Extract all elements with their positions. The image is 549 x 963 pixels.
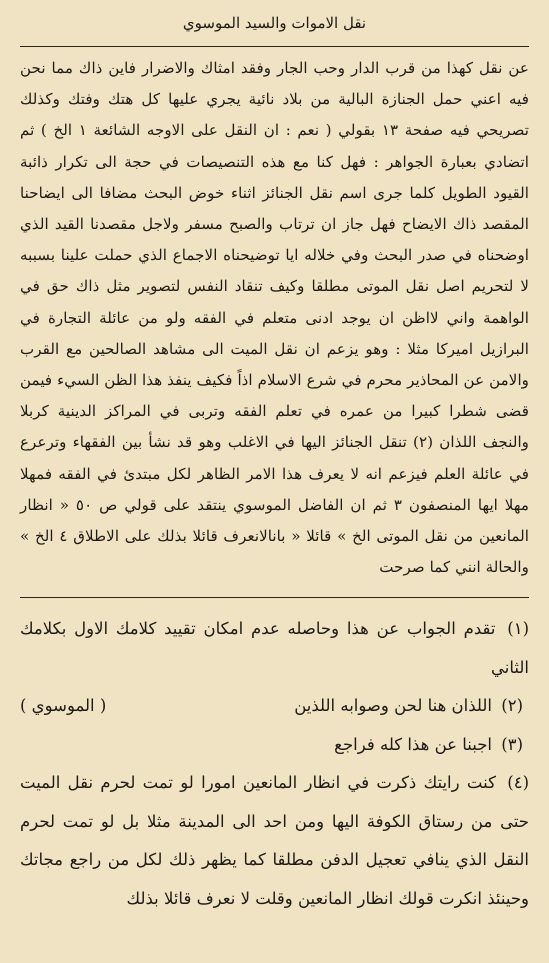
footnote-2 [20,687,529,726]
footnote-number: (١) [507,619,529,639]
footnote-1 [20,610,529,687]
footnote-number: (٤) [507,773,529,793]
footnote-number: (٣) [501,734,523,754]
footnote-text: اجبنا عن هذا كله فراجع [334,734,492,754]
footnote-text: اللذان هنا لحن وصوابه اللذين [294,696,492,716]
header-rule [20,46,529,47]
footnote-text: تقدم الجواب عن هذا وحاصله عدم امكان تقييد كلامك الاول بكلامك الثاني [20,619,529,677]
footnotes [20,610,529,918]
footnote-rule [20,597,529,598]
main-text: عن نقل كهذا من قرب الدار وحب الجار وفقد امثاك والاضرار فاين ذاك مما نحن فيه اعني حمل الجنازة البالية من بلاد نائية يجري عليها كل هتك وفتك وكذلك تصريحي فيه صفحة ١٣ بقولي ( نعم : ان النقل على الاوجه الشائعة ١ الخ ) ثم اتضادي بعبارة الجواهر : فهل كنا مع هذه التنصيصات في حجة الى تكرار ذائبة القيود الطويل كلما جرى اسم نقل الجنائز اثناء خوض البحث مضافا الى ايضاحنا المقصد ذاك الايضاح فهل جاز ان ترتاب والصبح مسفر ولاجل مقصدنا القيد الذي اوضحناه في صدر البحث وفي خلاله ايا توضيحناه الاجماع الذي حملت علينا بسببه لا لتحريم اصل نقل الموتى مطلقا وكيف تنقاد النفس لتصوير مثل ذاك حق في الواهمة واني لااظن ان يوجد ادنى متعلم في الفقه ولو من عائلة التجارة في البرازيل اميركا مثلا : وهو يزعم ان نقل الميت الى مشاهد الصالحين مع القرب والامن عن المحاذير محرم في شرع الاسلام اذاً فكيف ينفذ هذا الظن السيء فيمن قضى شطرا كبيرا من عمره في تعلم الفقه وتربى في المراكز الدينية كربلا والنجف اللذان (٢) تنقل الجنائز اليها في الاغلب وهو قد نشأ بين الفقهاء وترعرع في عائلة العلم فيزعم انه لا يعرف هذا الامر الظاهر لكل مبتدئ في الفقه فمهلا مهلا ايها المنصفون ٣ ثم ان الفاضل الموسوي ينتقد على قولي ص ٥٠ « انظار المانعين من نقل الموتى الخ » قائلا « بانالانعرف قائلا بذلك على الاطلاق ٤ الخ » والحالة انني كما صرحت [20,59,529,577]
footnote-3 [20,726,529,765]
footnote-text: كنت رايتك ذكرت في انظار المانعين امورا لو تمت لحرم نقل الميت حتى من رستاق الكوفة اليها ومن احد الى المدينة مثلا بل لو تمت لحرم النقل الذي ينافي تعجيل الدفن مطلقا كما يظهر ذلك لكل من راجع مجاتك وحينئذ انكرت قولك انظار المانعين وقلت لا نعرف قائلا بذلك [20,773,529,908]
page-title: نقل الاموات والسيد الموسوي [182,14,367,32]
footnote-number: (٢) [501,696,523,716]
footnote-4 [20,764,529,918]
running-header [20,12,529,34]
footnote-attribution: ( الموسوي ) [20,696,107,716]
